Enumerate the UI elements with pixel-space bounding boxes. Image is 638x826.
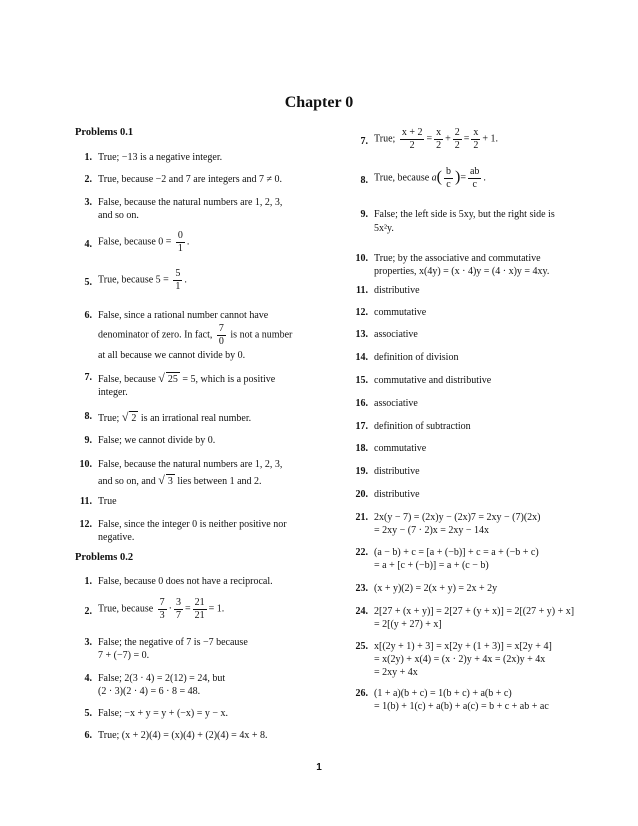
problem-text-line1: 2[27 + (x + y)] = 2[27 + (y + x)] = 2[(27 + y) + x] [374,606,575,617]
problem-number: 5. [84,708,92,719]
text-part: True, because [374,172,430,184]
problem-number: 1. [84,152,92,163]
denominator: 7 [176,609,182,621]
problem-number: 5. [84,277,92,288]
problem-number: 23. [355,583,368,594]
problem-text: True; (x + 2)(4) = (x)(4) + (2)(4) = 4x + 8. [98,730,268,741]
text-part: . [186,236,190,248]
problem-number: 9. [360,209,368,220]
problem-text-line1: 2x(y − 7) = (2x)y − (2x)7 = 2xy − (7)(2x) [374,512,541,523]
text-part: is not a number [230,329,293,341]
problem-text-line2 [98,473,262,489]
problem-number: 15. [355,375,368,386]
problem-text: commutative [374,307,427,318]
problem-number: 25. [355,641,368,652]
problem-number: 22. [355,547,368,558]
problem-text: (x + y)(2) = 2(x + y) = 2x + 2y [374,583,498,594]
text-part: False, because [98,374,156,385]
problem-text: associative [374,398,418,409]
sqrt-icon: √ [158,473,165,487]
denominator: c [446,178,451,190]
problem-number: 14. [355,352,368,363]
variable: a [431,172,437,184]
text-part: False, because 0 = [98,236,172,248]
text-part: + 1. [482,133,499,145]
fraction [176,230,185,254]
problem-number: 7. [360,136,368,147]
problem-text-line2: 5x²y. [374,223,394,234]
problem-text-line1: False, since the integer 0 is neither positive nor [98,519,287,530]
fraction [158,597,167,621]
problem-text-line2: and so on. [98,210,139,221]
problem-number: 7. [84,372,92,383]
numerator: 7 [218,323,224,334]
problem-text: True; −13 is a negative integer. [98,152,223,163]
problem-number: 6. [84,310,92,321]
problem-number: 24. [355,606,368,617]
problem-number: 12. [355,307,368,318]
problem-number: 19. [355,466,368,477]
problem-text: commutative and distributive [374,375,492,386]
numerator: x [436,127,442,138]
text-part: = 1. [208,603,225,615]
problem-text-line1: (1 + a)(b + c) = 1(b + c) + a(b + c) [374,688,512,699]
problem-number: 6. [84,730,92,741]
problem-text-line1: False, since a rational number cannot have [98,310,269,321]
problem-number: 16. [355,398,368,409]
problem-text-line1: False, because the natural numbers are 1, 2, 3, [98,197,283,208]
problem-text-line2: integer. [98,387,128,398]
fraction [174,597,183,621]
text-part: denominator of zero. In fact, [98,329,213,341]
numerator: 5 [175,268,181,279]
problem-text [98,268,187,292]
problem-number: 2. [84,174,92,185]
denominator: 21 [194,609,205,621]
text-part: . [483,172,486,184]
problem-number: 9. [84,435,92,446]
radicand: 2 [131,413,137,424]
problem-number: 12. [79,519,92,530]
numerator: x [473,127,479,138]
problem-number: 11. [356,285,368,296]
problem-text-line2: = 1(b) + 1(c) + a(b) + a(c) = b + c + ab + ac [374,701,549,712]
page-number: 1 [316,762,322,773]
problem-text: distributive [374,466,420,477]
problem-text-line2: = a + [c + (−b)] = a + (c − b) [374,560,489,571]
problem-number: 4. [84,673,92,684]
problem-text [98,371,275,387]
problem-number: 10. [355,253,368,264]
problem-number: 8. [360,175,368,186]
problem-text [98,410,251,426]
numerator: 7 [159,597,165,608]
problem-number: 2. [84,606,92,617]
text-part: = [185,603,191,615]
problem-text: associative [374,329,418,340]
fraction [471,127,480,151]
problem-text-line2: = x(2y) + x(4) = (x · 2)y + 4x = (2x)y + 4x [374,654,546,665]
problem-text-line3: = 2xy + 4x [374,667,418,678]
fraction [193,597,207,621]
text-part: True; [374,133,396,145]
problem-text-line2: = 2[(y + 27) + x] [374,619,442,630]
problem-text: True, because a( $\frac{b}{c}$ )= $\frac{ab}{c}$ . [374,166,486,190]
numerator: 21 [194,597,205,608]
text-part: . [184,274,187,286]
problem-text-line1: x[(2y + 1) + 3] = x[2y + (1 + 3)] = x[2y + 4] [374,641,552,652]
problem-number: 10. [79,459,92,470]
problem-text: True, because −2 and 7 are integers and 7 ≠ 0. [98,174,283,185]
problem-text-line1: False, because the natural numbers are 1, 2, 3, [98,459,283,470]
fraction [453,127,462,151]
problem-number: 13. [355,329,368,340]
numerator: 0 [177,230,183,241]
problem-number: 17. [355,421,368,432]
text-part: True, because [98,603,154,615]
problem-text: False; we cannot divide by 0. [98,435,216,446]
sqrt-icon: √ [158,371,165,385]
problem-text: definition of subtraction [374,421,471,432]
denominator: 3 [159,609,165,621]
problem-text-line1: False; 2(3 · 4) = 2(12) = 24, but [98,673,226,684]
problem-number: 20. [355,489,368,500]
section-heading-0-1: Problems 0.1 [75,127,134,138]
numerator: b [446,166,451,177]
problem-text: True; $\frac{x + 2}{2}$ = $\frac{x}{2}$ + $\frac{2}{2}$ = $\frac{x}{2}$ + 1. [374,127,499,151]
fraction [434,127,443,151]
fraction [400,127,425,151]
chapter-title: Chapter 0 [284,94,354,111]
problem-number: 1. [84,576,92,587]
sqrt-icon: √ [121,410,129,424]
problem-text-line2: 7 + (−7) = 0. [98,650,150,661]
problem-text-line2 [98,323,292,347]
denominator: 2 [409,139,415,151]
problem-number: 26. [355,688,368,699]
fraction [444,166,453,190]
numerator: x + 2 [401,127,423,138]
fraction [468,166,481,190]
denominator: 2 [436,139,442,151]
text-part: lies between 1 and 2. [177,476,262,487]
problem-text: distributive [374,285,420,296]
problem-text-line1: False; the left side is 5xy, but the right side is [374,209,555,220]
problem-number: 21. [355,512,368,523]
denominator: 2 [454,139,460,151]
radicand: 25 [167,374,178,385]
denominator: 2 [473,139,479,151]
problem-number: 4. [84,239,92,250]
denominator: c [472,178,477,190]
problem-text: definition of division [374,352,459,363]
problem-number: 3. [84,637,92,648]
problem-text: True [98,496,117,507]
problem-number: 8. [84,411,92,422]
text-part: and so on, and [98,476,156,487]
denominator: 0 [218,335,224,347]
problem-text-line1: (a − b) + c = [a + (−b)] + c = a + (−b + c) [374,547,539,558]
text-part: is an irrational real number. [140,413,252,424]
fraction [217,323,226,347]
problem-text-line2: negative. [98,532,135,543]
fraction [173,268,182,292]
problem-text-line1: True; by the associative and commutative [374,253,541,264]
section-heading-0-2: Problems 0.2 [75,552,134,563]
problem-text-line2: properties, x(4y) = (x · 4)y = (4 · x)y = 4xy. [374,266,550,277]
problem-text: distributive [374,489,420,500]
denominator: 1 [175,280,181,292]
problem-number: 3. [84,197,92,208]
denominator: 1 [177,242,183,254]
numerator: ab [469,166,480,177]
problem-text-line2: = 2xy − (7 · 2)x = 2xy − 14x [374,525,490,536]
numerator: 3 [176,597,182,608]
problem-text-line1: False; the negative of 7 is −7 because [98,637,248,648]
problem-text: True, because $\frac{7}{3}$ · $\frac{3}{7}$ = $\frac{21}{21}$ = 1. [98,597,225,621]
problem-text: False; −x + y = y + (−x) = y − x. [98,708,229,719]
text-part: True; [98,413,120,424]
radicand: 3 [167,476,173,487]
problem-text: False, because 0 does not have a reciprocal. [98,576,273,587]
problem-text-line2: (2 · 3)(2 · 4) = 6 · 8 = 48. [98,686,201,697]
numerator: 2 [454,127,460,138]
problem-text [98,230,189,254]
text-part: = 5, which is a positive [182,374,276,385]
problem-text-line3: at all because we cannot divide by 0. [98,350,246,361]
problem-number: 18. [355,443,368,454]
problem-text: commutative [374,443,427,454]
text-part: True, because 5 = [98,274,169,286]
problem-number: 11. [80,496,92,507]
